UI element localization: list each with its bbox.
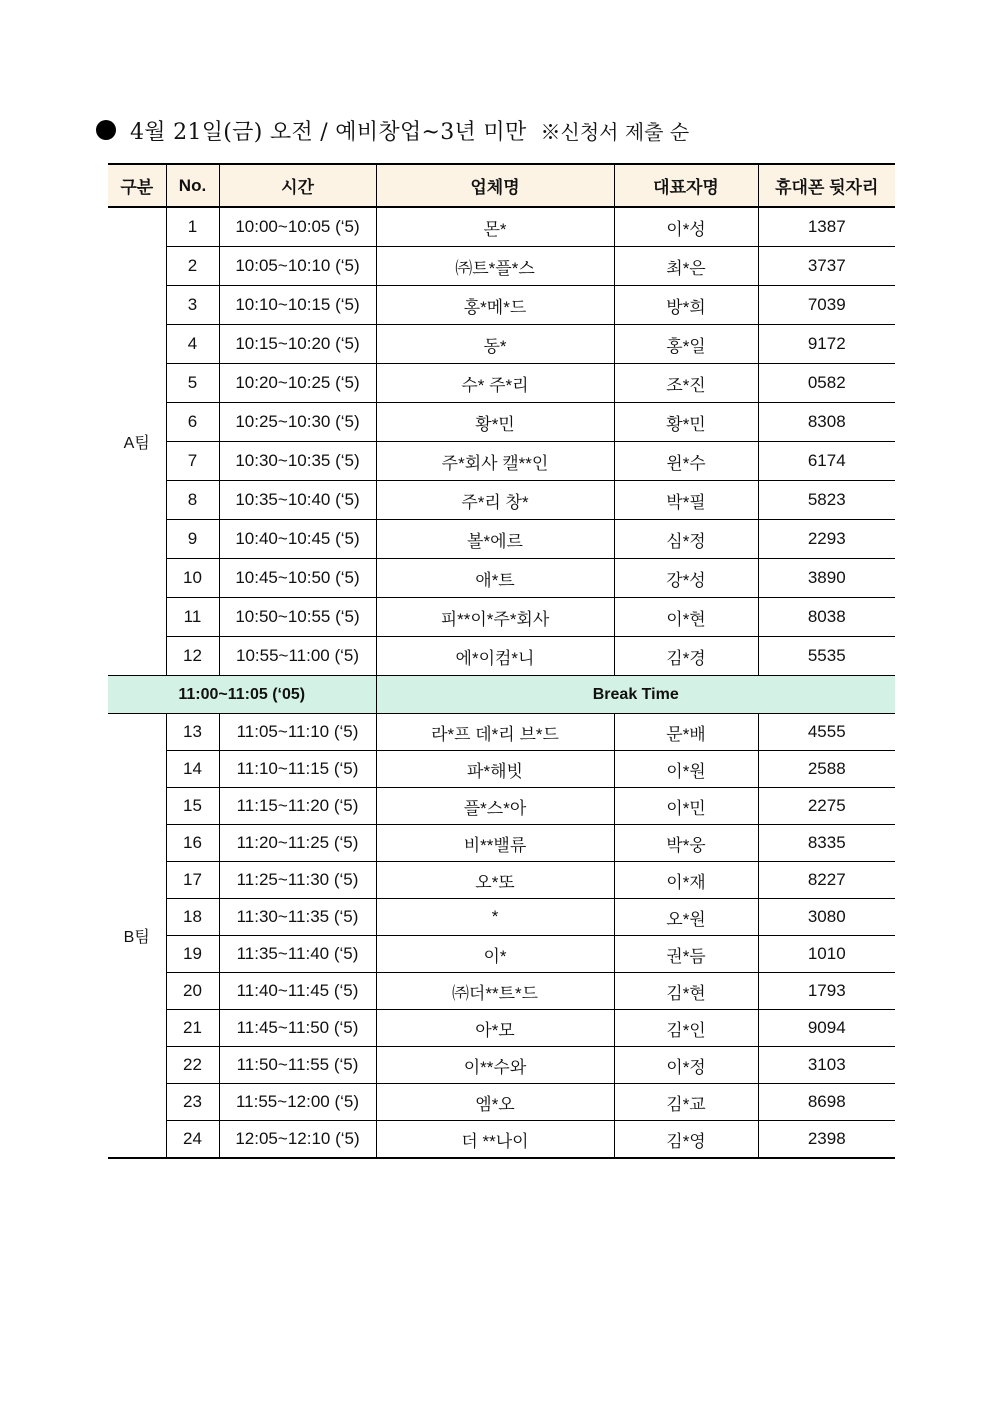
row-number: 17 (166, 862, 219, 899)
row-company: 동* (376, 325, 614, 364)
row-time: 10:20~10:25 (‘5) (219, 364, 376, 403)
row-company: 주*리 창* (376, 481, 614, 520)
row-company: 이**수와 (376, 1047, 614, 1084)
row-number: 21 (166, 1010, 219, 1047)
row-company: 에*이컴*니 (376, 637, 614, 676)
row-time: 11:40~11:45 (‘5) (219, 973, 376, 1010)
table-header-row (108, 164, 895, 207)
row-phone: 8698 (758, 1084, 895, 1121)
row-company: 비**밸류 (376, 825, 614, 862)
row-phone: 1387 (758, 207, 895, 247)
row-number: 2 (166, 247, 219, 286)
row-number: 12 (166, 637, 219, 676)
row-number: 19 (166, 936, 219, 973)
row-phone: 9094 (758, 1010, 895, 1047)
row-ceo: 강*성 (614, 559, 758, 598)
table-row (108, 559, 895, 598)
row-phone: 2275 (758, 788, 895, 825)
row-time: 10:10~10:15 (‘5) (219, 286, 376, 325)
row-number: 11 (166, 598, 219, 637)
row-phone: 6174 (758, 442, 895, 481)
team-a-group (108, 207, 895, 676)
heading-title: 4월 21일(금) 오전 / 예비창업~3년 미만 (130, 119, 527, 145)
row-phone: 4555 (758, 714, 895, 751)
table-row (108, 788, 895, 825)
row-ceo: 윈*수 (614, 442, 758, 481)
team-label: A팀 (108, 207, 166, 676)
row-ceo: 박*웅 (614, 825, 758, 862)
row-number: 20 (166, 973, 219, 1010)
row-company: ㈜더**트*드 (376, 973, 614, 1010)
row-phone: 8038 (758, 598, 895, 637)
row-ceo: 이*민 (614, 788, 758, 825)
row-ceo: 이*정 (614, 1047, 758, 1084)
row-company: 피**이*주*회사 (376, 598, 614, 637)
row-ceo: 이*현 (614, 598, 758, 637)
row-phone: 8308 (758, 403, 895, 442)
row-time: 10:05~10:10 (‘5) (219, 247, 376, 286)
row-phone: 8227 (758, 862, 895, 899)
row-time: 10:40~10:45 (‘5) (219, 520, 376, 559)
header-time: 시간 (219, 164, 376, 207)
row-company: 수* 주*리 (376, 364, 614, 403)
row-company: 볼*에르 (376, 520, 614, 559)
break-time: 11:00~11:05 (‘05) (108, 676, 376, 714)
table-row (108, 899, 895, 936)
table-row (108, 1047, 895, 1084)
row-ceo: 이*재 (614, 862, 758, 899)
row-ceo: 황*민 (614, 403, 758, 442)
row-company: 주*회사 캘**인 (376, 442, 614, 481)
row-phone: 3737 (758, 247, 895, 286)
table-row (108, 825, 895, 862)
header-phone: 휴대폰 뒷자리 (758, 164, 895, 207)
schedule-table (108, 163, 895, 1159)
row-company: ㈜트*플*스 (376, 247, 614, 286)
row-company: 아*모 (376, 1010, 614, 1047)
row-phone: 7039 (758, 286, 895, 325)
row-number: 9 (166, 520, 219, 559)
row-company: 황*민 (376, 403, 614, 442)
row-number: 6 (166, 403, 219, 442)
table-row (108, 973, 895, 1010)
table-row (108, 1010, 895, 1047)
table-row (108, 862, 895, 899)
row-ceo: 방*희 (614, 286, 758, 325)
team-b-group (108, 714, 895, 1159)
row-time: 10:25~10:30 (‘5) (219, 403, 376, 442)
row-number: 1 (166, 207, 219, 247)
break-group (108, 676, 895, 714)
table-row (108, 1121, 895, 1159)
row-ceo: 권*듬 (614, 936, 758, 973)
row-number: 13 (166, 714, 219, 751)
table-row (108, 286, 895, 325)
row-number: 5 (166, 364, 219, 403)
team-label: B팀 (108, 714, 166, 1159)
row-company: 더 **나이 (376, 1121, 614, 1159)
row-phone: 8335 (758, 825, 895, 862)
row-phone: 0582 (758, 364, 895, 403)
row-time: 10:00~10:05 (‘5) (219, 207, 376, 247)
section-heading (96, 112, 689, 148)
row-ceo: 최*은 (614, 247, 758, 286)
row-number: 4 (166, 325, 219, 364)
row-ceo: 이*성 (614, 207, 758, 247)
row-number: 22 (166, 1047, 219, 1084)
row-company: 홍*메*드 (376, 286, 614, 325)
row-time: 10:45~10:50 (‘5) (219, 559, 376, 598)
row-time: 10:15~10:20 (‘5) (219, 325, 376, 364)
row-time: 11:05~11:10 (‘5) (219, 714, 376, 751)
row-ceo: 박*필 (614, 481, 758, 520)
row-ceo: 이*원 (614, 751, 758, 788)
row-company: 이* (376, 936, 614, 973)
table-row (108, 325, 895, 364)
row-time: 11:55~12:00 (‘5) (219, 1084, 376, 1121)
row-number: 7 (166, 442, 219, 481)
row-time: 11:25~11:30 (‘5) (219, 862, 376, 899)
table-row (108, 637, 895, 676)
table-row (108, 520, 895, 559)
table-row (108, 751, 895, 788)
row-company: 몬* (376, 207, 614, 247)
table-row (108, 207, 895, 247)
row-number: 8 (166, 481, 219, 520)
row-company: * (376, 899, 614, 936)
table-row (108, 936, 895, 973)
row-company: 오*또 (376, 862, 614, 899)
row-time: 11:10~11:15 (‘5) (219, 751, 376, 788)
row-number: 3 (166, 286, 219, 325)
row-phone: 2398 (758, 1121, 895, 1159)
header-ceo: 대표자명 (614, 164, 758, 207)
row-number: 23 (166, 1084, 219, 1121)
row-ceo: 홍*일 (614, 325, 758, 364)
row-company: 플*스*아 (376, 788, 614, 825)
table-row (108, 598, 895, 637)
row-number: 14 (166, 751, 219, 788)
row-time: 11:50~11:55 (‘5) (219, 1047, 376, 1084)
header-division: 구분 (108, 164, 166, 207)
row-phone: 5823 (758, 481, 895, 520)
row-company: 파*해빗 (376, 751, 614, 788)
row-phone: 9172 (758, 325, 895, 364)
row-company: 라*프 데*리 브*드 (376, 714, 614, 751)
row-time: 10:30~10:35 (‘5) (219, 442, 376, 481)
row-phone: 5535 (758, 637, 895, 676)
row-phone: 2588 (758, 751, 895, 788)
row-ceo: 김*영 (614, 1121, 758, 1159)
table-row (108, 714, 895, 751)
header-number: No. (166, 164, 219, 207)
row-phone: 3103 (758, 1047, 895, 1084)
row-phone: 2293 (758, 520, 895, 559)
row-time: 11:20~11:25 (‘5) (219, 825, 376, 862)
break-row (108, 676, 895, 714)
table-row (108, 364, 895, 403)
table-row (108, 481, 895, 520)
row-number: 24 (166, 1121, 219, 1159)
row-company: 애*트 (376, 559, 614, 598)
row-time: 10:35~10:40 (‘5) (219, 481, 376, 520)
row-time: 12:05~12:10 (‘5) (219, 1121, 376, 1159)
row-phone: 1793 (758, 973, 895, 1010)
row-phone: 3890 (758, 559, 895, 598)
row-ceo: 문*배 (614, 714, 758, 751)
row-ceo: 오*원 (614, 899, 758, 936)
row-ceo: 김*현 (614, 973, 758, 1010)
row-time: 10:50~10:55 (‘5) (219, 598, 376, 637)
table-row (108, 442, 895, 481)
row-number: 10 (166, 559, 219, 598)
row-ceo: 조*진 (614, 364, 758, 403)
row-number: 16 (166, 825, 219, 862)
row-ceo: 김*경 (614, 637, 758, 676)
table-row (108, 403, 895, 442)
row-company: 엠*오 (376, 1084, 614, 1121)
row-time: 11:45~11:50 (‘5) (219, 1010, 376, 1047)
break-label: Break Time (376, 676, 895, 714)
header-company: 업체명 (376, 164, 614, 207)
row-ceo: 김*교 (614, 1084, 758, 1121)
row-number: 15 (166, 788, 219, 825)
row-time: 11:15~11:20 (‘5) (219, 788, 376, 825)
row-ceo: 심*정 (614, 520, 758, 559)
bullet-icon (96, 120, 116, 140)
row-number: 18 (166, 899, 219, 936)
table-row (108, 1084, 895, 1121)
row-time: 11:30~11:35 (‘5) (219, 899, 376, 936)
row-time: 10:55~11:00 (‘5) (219, 637, 376, 676)
table-row (108, 247, 895, 286)
row-phone: 1010 (758, 936, 895, 973)
row-ceo: 김*인 (614, 1010, 758, 1047)
heading-note: ※신청서 제출 순 (540, 119, 690, 144)
row-time: 11:35~11:40 (‘5) (219, 936, 376, 973)
row-phone: 3080 (758, 899, 895, 936)
